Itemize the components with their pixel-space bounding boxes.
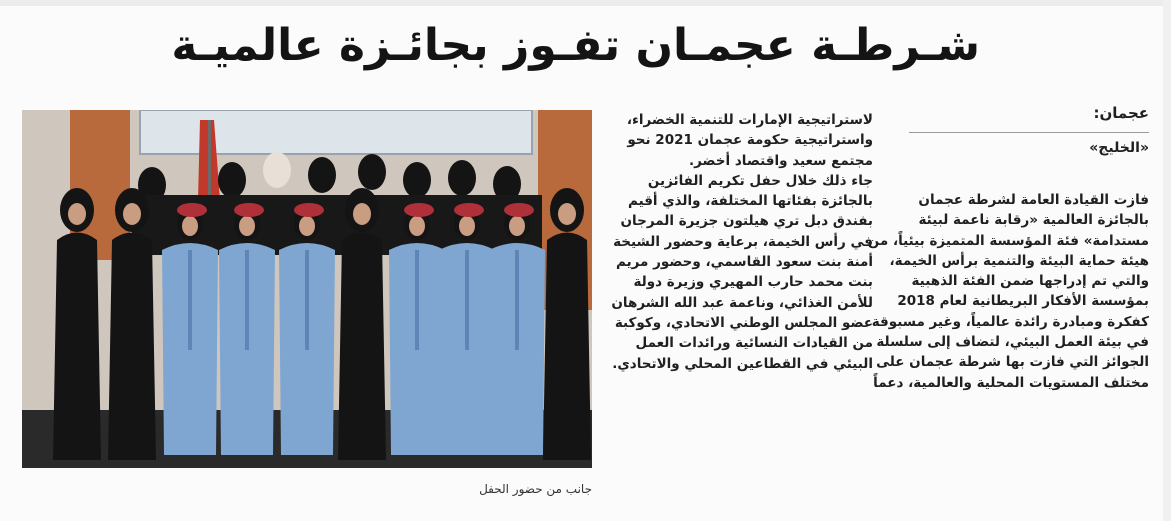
article-photo — [22, 110, 592, 468]
text-line: بنت محمد حارب المهيري وزيرة دولة — [633, 274, 873, 291]
text-line: لاستراتيجية الإمارات للتنمية الخضراء، — [626, 112, 873, 128]
article-source: «الخليج» — [1089, 140, 1149, 156]
article-dateline: عجمان: — [1093, 104, 1149, 122]
text-line: والتي تم إدراجها ضمن الفئة الذهبية — [911, 273, 1149, 290]
text-line: مجتمع سعيد واقتصاد أخضر. — [688, 152, 873, 169]
article-column-right — [867, 190, 1149, 393]
group-photo-icon — [22, 110, 592, 468]
text-line: للأمن الغذائي، وناعمة عبد الله الشرهان — [611, 294, 873, 311]
text-line: فازت القيادة العامة لشرطة عجمان — [918, 192, 1149, 208]
article-column-middle — [595, 110, 873, 374]
text-line: كفكرة ومبادرة رائدة عالمياً، وغير مسبوقة — [871, 313, 1149, 330]
text-line: جاء ذلك خلال حفل تكريم الفائزين — [647, 172, 873, 189]
article-headline: شـرطـة عجمـان تفـوز بجائـزة عالميـة — [171, 20, 980, 71]
scan-top-edge — [0, 0, 1171, 6]
text-line: من القيادات النسائية ورائدات العمل — [635, 335, 873, 352]
text-line: عضو المجلس الوطني الاتحادي، وكوكبة — [614, 314, 873, 331]
text-line: أمنة بنت سعود القاسمي، وحضور مريم — [615, 254, 873, 271]
text-line: البيئي في القطاعين المحلي والاتحادي. — [612, 355, 873, 372]
text-line: في رأس الخيمة، برعاية وحضور الشيخة — [613, 233, 873, 250]
text-line: هيئة حماية البيئة والتنمية برأس الخيمة، — [889, 252, 1149, 269]
photo-screen — [140, 110, 532, 154]
text-line: بفندق دبل تري هيلتون جزيرة المرجان — [620, 213, 873, 230]
text-line: بالجائزة بفئاتها المختلفة، والذي أقيم — [627, 193, 873, 210]
text-line: الجوائز التي فازت بها شرطة عجمان على — [876, 354, 1149, 371]
text-line: في بيئة العمل البيئي، لتضاف إلى سلسلة — [876, 334, 1149, 351]
text-line: واستراتيجية حكومة عجمان 2021 نحو — [627, 132, 873, 149]
photo-caption: جانب من حضور الحفل — [479, 482, 592, 496]
scan-right-edge — [1163, 0, 1171, 521]
dateline-divider — [909, 132, 1149, 133]
text-line: بمؤسسة الأفكار البريطانية لعام 2018 — [897, 293, 1149, 310]
text-line: بالجائزة العالمية «رقابة ناعمة لبيئة — [918, 212, 1149, 229]
text-line: مستدامة» فئة المؤسسة المتميزة بيئياً، من — [867, 232, 1149, 249]
text-line: مختلف المستويات المحلية والعالمية، دعماً — [873, 374, 1149, 391]
